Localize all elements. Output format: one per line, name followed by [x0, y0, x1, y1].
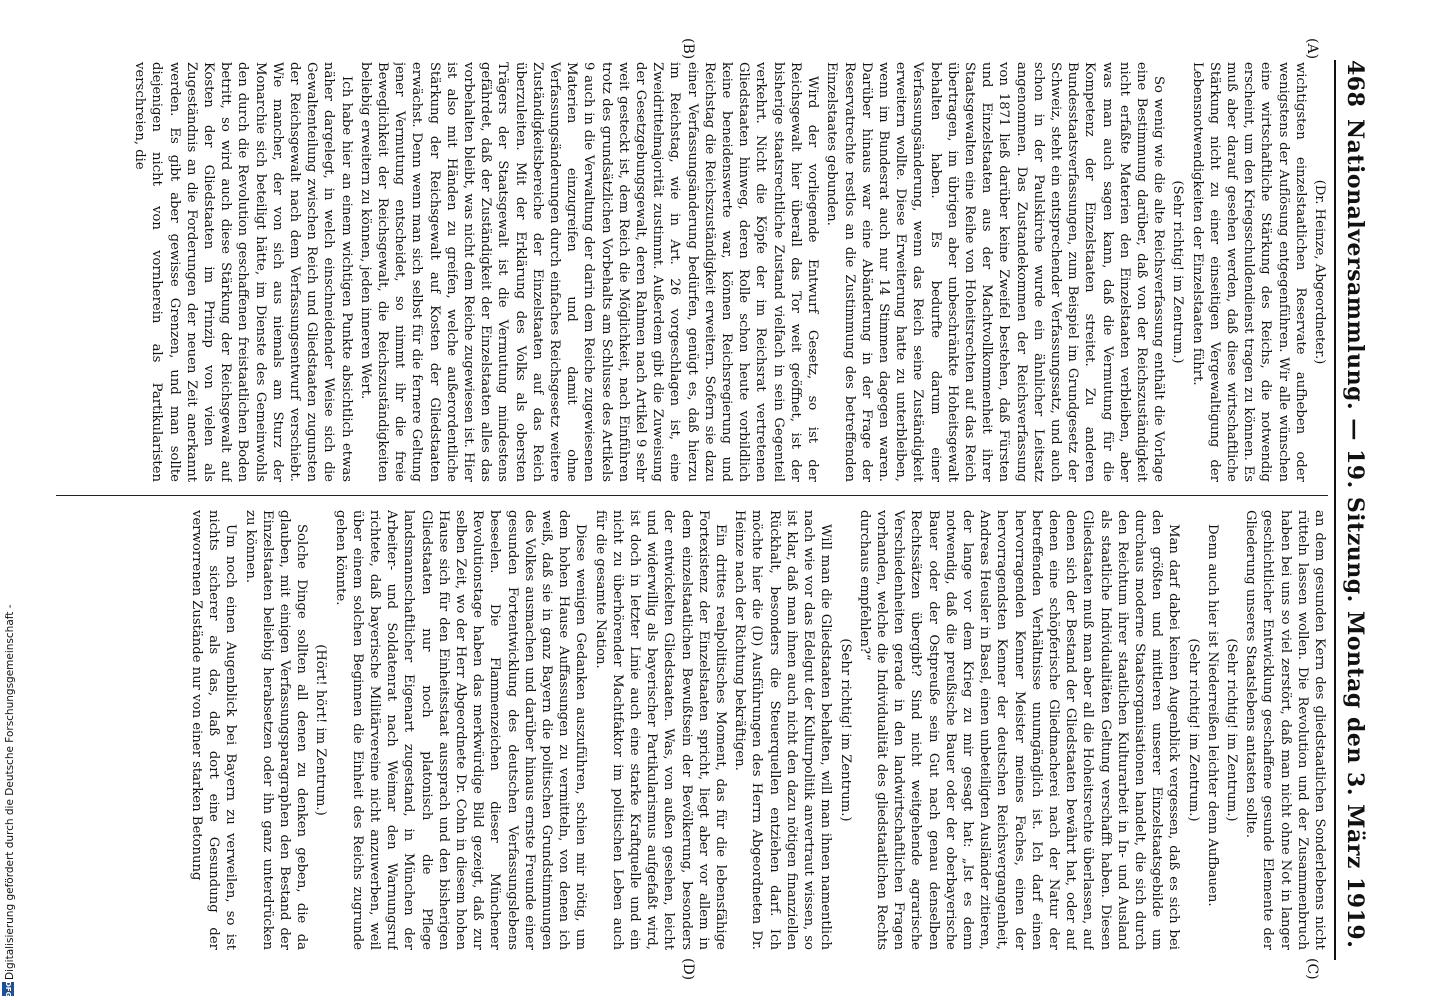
speaker-line: (Dr. Heinze, Abgeordneter.)	[1312, 179, 1327, 365]
paragraph: Man darf dabei keinen Augenblick vergessen, daß es sich bei den größten und mittleren unserer Einzelstaatsgebilde um durchaus moderne Staatsorganisationen handelt, die sich durch den Reichtum ihrer staatlichen Kulturarbeit in In- und Ausland als staatliche Individualitäten Geltung verschafft haben. Diesen Gliedstaaten muß man aber all die Hoheitsrechte überlassen, auf denen sich der Bestand der Gliedstaaten bewährt hat, oder auf denen eine schöpferische Gliedmacherei nach der Natur der betreffenden Verhältnisse unumgänglich ist. Ich darf einen hervorragenden Kenner Meister meines Faches, einen der hervorragendsten Kenner der deutschen Reichsvergangenheit, Andreas Heusler in Basel, einen unbeteiligten Ausländer zitieren, der lange vor dem Krieg zu mir gesagt hat: „Ist es denn notwendig, daß die preußische Bauer oder der oberbayerische Bauer oder der Ostpreuße sein Gut nach genau denselben Rechtssätzen übergibt? Sind nicht weitgehende agrarische Verschiedenheiten gerade in den landwirtschaftlichen Fragen vorhanden, welche die Individualität des gliedstaatlichen Rechts durchaus empfehlen?“	[856, 510, 1182, 950]
paragraph: Denn auch hier ist Niederreißen leichter denn Aufbauen.	[1204, 524, 1220, 907]
interjection: (Sehr richtig! im Zentrum.)	[837, 638, 853, 822]
paragraph: Um noch einen Augenblick bei Bayern zu verweilen, so ist nichts sicherer als das, daß dort eine Gesundung der verworrenen Zustände nur von einer starken Betonung	[189, 510, 239, 950]
paragraph: So wenig wie die alte Reichsverfassung enthält die Vorlage eine Bestimmung darüber, daß von der Reichszuständigkeit nicht erfaßte Materien den Einzelstaaten verbleiben, aber was man auch sagen kann, daß die Vermutung für die Kompetenz der Einzelstaaten streitet. Zu anderen Bundesstaatsverfassungen, zum Beispiel im Grundgesetz der Schweiz, steht ein entsprechender Verfassungssatz, und auch schon in der Paulskirche wurde ein ähnlicher Leitsatz angenommen. Das Zustandekommen der Reichsverfassung von 1871 ließ darüber keine Zweifel bestehen, daß Fürsten und Einzelstaaten aus der Machtvollkommenheit ihrer Staatsgewalten eine Reihe von Hoheitsrechten auf das Reich übertragen, im übrigen aber unbeschränkte Hoheitsgewalt behalten haben. Es bedurfte darum einer Verfassungsänderung, wenn das Reich seine Zuständigkeit erweitern wollte. Diese Erweiterung hatte zu unterbleiben, wenn im Bundesrat auch nur 14 Stimmen dagegen waren. Darüber hinaus war eine Abänderung in der Frage der Reservatrechte restlos an die Zustimmung des betreffenden Einzelstaates gebunden.	[824, 62, 1167, 482]
digitization-credit	[0, 600, 16, 1000]
margin-marker-d: (D)	[680, 958, 696, 981]
header-rule	[1334, 60, 1336, 960]
page-number: 468	[1342, 60, 1368, 108]
paragraph: Diese wenigen Gedanken auszuführen, schien mir nötig, um dem hohen Hause Auffassungen zu vermitteln, von denen ich weiß, daß sie in ganz Bayern die politischen Grundstimmungen des Volkes ausmachen und darüber hinaus ernste Freunde einer gesunden Fortentwicklung des deutschen Verfassungslebens beseelen. Die Flammenzeichen dieser Münchener Revolutionstage haben das merkwürdige Bild gezeigt, daß zur selben Zeit, wo der Herr Abgeordnete Dr. Cohn in diesem hohen Hause sich für den Einheitsstaat aussprach und den bisherigen Gliedstaaten nur noch platonisch die Pflege landsmannschaftlicher Eigenart zugestand, in München der Arbeiter- und Soldatenrat nach Weimar den Warnungsruf richtete, daß bayerische Militärvereine nicht anzuwerben, weil über einem solchen Beginnen die Einheit des Reichs zugrunde gehen könnte.	[332, 510, 589, 950]
rotated-page	[16, 0, 1386, 1000]
left-column	[56, 62, 1328, 482]
page-title: Nationalversammlung. — 19. Sitzung. Montag den 3. März 1919.	[1342, 119, 1368, 949]
dfg-logo-icon: DFG	[4, 980, 12, 998]
paragraph: Will man die Gliedstaaten behalten, will man ihnen namentlich nach wie vor das Edelgut der Kulturpolitik anvertraut wissen, so ist klar, daß man ihnen auch nicht den dazu nötigen finanziellen Rückhalt, besonders die Steuerquellen entziehen darf. Ich möchte hier die (D) Ausführungen des Herrn Abgeordneten Dr. Heinze nach der Richtung bekräftigen.	[732, 510, 834, 950]
paragraph: Ein drittes realpolitisches Moment, das für die lebensfähige Fortexistenz der Einzelstaaten spricht, liegt aber vor allem in dem einzelstaatlichen Bewußtsein der Bevölkerung, besonders der entwickelten Gliedstaaten. Was, von außen gesehen, leicht und widerwillig als bayerischer Partikularismus aufgefaßt wird, ist doch in letzter Linie auch eine starke Kraftquelle und ein nicht zu überhörender Machtfaktor im politischen Leben auch für die gesamte Nation.	[592, 510, 729, 950]
interjection: (Sehr richtig! im Zentrum.)	[1170, 180, 1186, 364]
paragraph: an dem gesunden Kern des gliedstaatlichen Sonderlebens nicht rütteln lassen wollen. Die Revolution und der Zusammenbruch haben bei uns so viel zerstört, daß man nicht ohne Not in langer geschichtlicher Entwicklung geschaffene gesunde Elemente der Gliederung unseres Staatslebens antasten sollte.	[1243, 510, 1327, 950]
paragraph: Solche Dinge sollten all denen zu denken geben, die da glauben, mit einigen Verfassungsparagraphen den Bestand der Einzelstaaten beliebig herabsetzen oder ihn ganz unterdrücken zu können.	[242, 510, 310, 950]
paragraph: Wird der vorliegende Entwurf Gesetz, so ist der Reichsgewalt hier überall das Tor weit geöffnet, ist der bisherige staatsrechtliche Zustand vielfach in sein Gegenteil verkehrt. Nicht die Köpfe der im Reichsrat vertretenen Gliedstaaten hinweg, deren Rolle schon heute vorbildlich keine beneidenswerte war, können Reichsregierung und Reichstag die Reichszuständigkeit erweitern. Sofern sie dazu einer Verfassungsänderung bedürfen, genügt es, daß hierzu im Reichstag, wie in Art. 26 vorgeschlagen ist, eine Zweidrittelmajorität zustimmt. Außerdem gibt die Zuweisung der Gesetzgebungsgewalt, deren Rahmen nach Artikel 9 sehr weit gesteckt ist, dem Reich die Möglichkeit, nach Einführen trotz des grundsätzlichen Vorbehalts am Schlusse des Artikels 9 auch in die Verwaltung der darin dem Reiche zugewiesenen Materien einzugreifen und damit ohne Verfassungsänderungen durch einfaches Reichsgesetz weitere Zuständigkeitsbereiche der Einzelstaaten auf das Reich überzuleiten. Mit der Erklärung des Volks als obersten Trägers der Staatsgewalt ist die Vermutung mindestens gefährdet, daß der Zuständigkeit der Einzelstaaten alles das vorbehalten bleibt, was nicht dem Reiche zugewiesen ist. Hier ist also mit Händen zu greifen, welche außerordentliche Stärkung der Reichsgewalt auf Kosten der Gliedstaaten erwächst. Denn wenn man sich selbst für die fernere Geltung jener Vermutung entscheidet, so nimmt ihr die freie Beweglichkeit der Reichsgewalt, die Reichszuständigkeiten beliebig erweitern zu können, jeden inneren Wert.	[357, 62, 821, 482]
paragraph: Ich habe hier an einem wichtigen Punkte absichtlich etwas näher dargelegt, in welch einschneidender Weise sich die Gewaltenteilung zwischen Reich und Gliedstaaten zugunsten der Reichsgewalt nach dem Verfassungsentwurf verschiebt. Wie mancher, der von sich aus niemals am Sturz der Monarchie sich beteiligt hätte, im Dienste des Gemeinwohls den durch die Revolution geschaffenen freistaatlichen Boden betritt, so wird auch diese Stärkung der Reichsgewalt auf Kosten der Gliedstaaten im Prinzip von vielen als Zugeständnis an die Forderungen der neuen Zeit anerkannt werden. Es gibt aber gewisse Grenzen, und man sollte diejenigen nicht von vornherein als Partikularisten verschreien, die	[132, 62, 354, 482]
margin-marker-a: (A)	[1304, 38, 1320, 60]
interjection: (Sehr richtig! im Zentrum.)	[1223, 638, 1239, 822]
paragraph: wichtigsten einzelstaatlichen Reservate aufheben oder wenigstens der Auflösung entgegenführen. Wir alle wünschen eine wirtschaftliche Stärkung des Reichs, die notwendig erscheint, um den Kriegsschuldendienst tragen zu können. Es muß aber darauf gesehen werden, daß diese wirtschaftliche Stärkung nicht zu einer einseitigen Vergewaltigung der Lebensnotwendigkeiten der Einzelstaaten führt.	[1189, 62, 1308, 482]
interjection: (Hört! hört! im Zentrum.)	[313, 644, 329, 816]
page-header	[1338, 60, 1372, 960]
credit-text: Digitalisierung gefördert durch die Deutsche Forschungsgemeinschaft -	[4, 604, 16, 980]
column-divider	[56, 495, 1328, 496]
margin-marker-b: (B)	[680, 38, 696, 60]
interjection: (Sehr richtig! im Zentrum.)	[1185, 638, 1201, 822]
margin-marker-c: (C)	[1304, 958, 1320, 980]
right-column	[56, 510, 1328, 950]
